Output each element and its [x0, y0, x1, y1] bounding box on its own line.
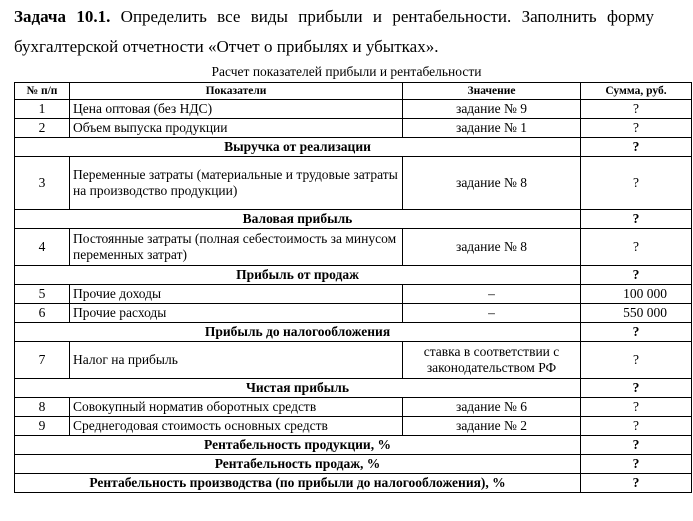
section-title: Прибыль до налогообложения — [15, 323, 581, 342]
row-number: 1 — [15, 100, 70, 119]
row-value: задание № 2 — [403, 417, 581, 436]
section-title: Рентабельность продукции, % — [15, 436, 581, 455]
row-indicator: Постоянные затраты (полная себестоимость за минусом переменных затрат) — [70, 229, 403, 266]
row-value: задание № 6 — [403, 398, 581, 417]
header-num: № п/п — [15, 83, 70, 100]
section-row — [15, 455, 692, 474]
row-value: задание № 1 — [403, 119, 581, 138]
section-title: Выручка от реализации — [15, 138, 581, 157]
section-title: Рентабельность производства (по прибыли до налогообложения), % — [15, 474, 581, 493]
row-indicator: Прочие доходы — [70, 285, 403, 304]
row-number: 5 — [15, 285, 70, 304]
table-row — [15, 285, 692, 304]
row-number: 7 — [15, 342, 70, 379]
table-header-row — [15, 83, 692, 100]
table-row — [15, 398, 692, 417]
row-value: задание № 9 — [403, 100, 581, 119]
section-sum: ? — [581, 436, 692, 455]
table-row — [15, 100, 692, 119]
section-row — [15, 379, 692, 398]
row-indicator: Прочие расходы — [70, 304, 403, 323]
profit-table — [14, 82, 692, 493]
table-row — [15, 342, 692, 379]
row-sum: ? — [581, 229, 692, 266]
row-sum: ? — [581, 417, 692, 436]
section-row — [15, 266, 692, 285]
row-indicator: Объем выпуска продукции — [70, 119, 403, 138]
row-value: задание № 8 — [403, 229, 581, 266]
section-row — [15, 323, 692, 342]
section-sum: ? — [581, 323, 692, 342]
row-sum: ? — [581, 100, 692, 119]
section-row — [15, 138, 692, 157]
row-sum: ? — [581, 398, 692, 417]
section-sum: ? — [581, 379, 692, 398]
row-value: – — [403, 285, 581, 304]
task-statement — [14, 2, 654, 62]
row-indicator: Среднегодовая стоимость основных средств — [70, 417, 403, 436]
section-title: Валовая прибыль — [15, 210, 581, 229]
table-row — [15, 157, 692, 210]
section-row — [15, 210, 692, 229]
row-number: 9 — [15, 417, 70, 436]
row-sum: ? — [581, 119, 692, 138]
section-sum: ? — [581, 266, 692, 285]
row-sum: ? — [581, 157, 692, 210]
header-sum: Сумма, руб. — [581, 83, 692, 100]
row-indicator: Переменные затраты (материальные и трудовые затраты на производство продукции) — [70, 157, 403, 210]
row-number: 3 — [15, 157, 70, 210]
table-row — [15, 119, 692, 138]
section-title: Прибыль от продаж — [15, 266, 581, 285]
section-sum: ? — [581, 210, 692, 229]
row-number: 4 — [15, 229, 70, 266]
table-row — [15, 229, 692, 266]
task-label: Задача 10.1. — [14, 7, 111, 26]
table-caption: Расчет показателей прибыли и рентабельности — [211, 64, 482, 79]
table-row — [15, 417, 692, 436]
row-sum: 100 000 — [581, 285, 692, 304]
table-row — [15, 304, 692, 323]
row-sum: 550 000 — [581, 304, 692, 323]
section-row — [15, 436, 692, 455]
section-row — [15, 474, 692, 493]
row-value: – — [403, 304, 581, 323]
section-title: Рентабельность продаж, % — [15, 455, 581, 474]
table-body — [15, 100, 692, 493]
section-sum: ? — [581, 138, 692, 157]
section-sum: ? — [581, 455, 692, 474]
task-text: Определить все виды прибыли и рентабельности. Заполнить форму бухгалтерской отчетности «Отчет о прибылях и убытках». — [14, 7, 655, 56]
row-indicator: Совокупный норматив оборотных средств — [70, 398, 403, 417]
row-number: 6 — [15, 304, 70, 323]
row-indicator: Налог на прибыль — [70, 342, 403, 379]
row-number: 8 — [15, 398, 70, 417]
row-indicator: Цена оптовая (без НДС) — [70, 100, 403, 119]
header-indicators: Показатели — [70, 83, 403, 100]
row-sum: ? — [581, 342, 692, 379]
row-value: ставка в соответствии с законодательством РФ — [403, 342, 581, 379]
section-title: Чистая прибыль — [15, 379, 581, 398]
header-value: Значение — [403, 83, 581, 100]
row-number: 2 — [15, 119, 70, 138]
row-value: задание № 8 — [403, 157, 581, 210]
section-sum: ? — [581, 474, 692, 493]
